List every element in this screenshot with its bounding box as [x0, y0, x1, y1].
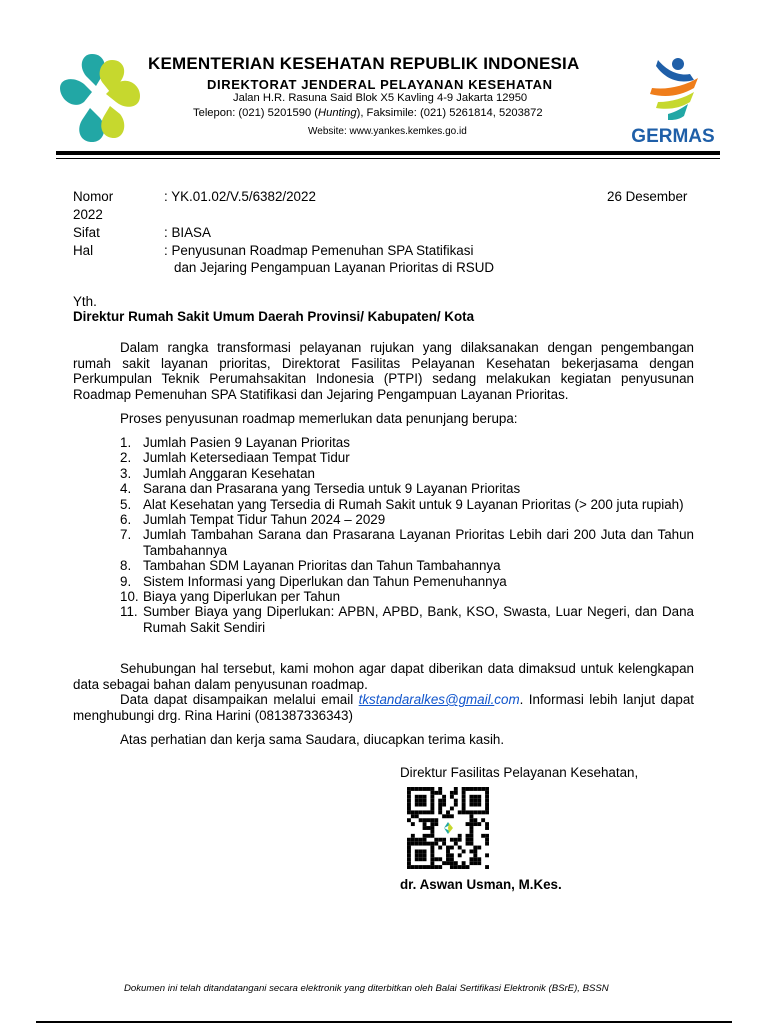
- requirement-number: 3.: [120, 465, 132, 481]
- ministry-name: KEMENTERIAN KESEHATAN REPUBLIK INDONESIA: [148, 54, 580, 73]
- germas-label: GERMAS: [631, 126, 715, 147]
- body-paragraph-3: Sehubungan hal tersebut, kami mohon agar dapat diberikan data dimaksud untuk kelengkapan data sebagai bahan dalam penyusunan roadmap.: [73, 661, 694, 692]
- hal-value-line2: dan Jejaring Pengampuan Layanan Prioritas di RSUD: [174, 260, 495, 275]
- requirement-text: Jumlah Ketersediaan Tempat Tidur: [143, 450, 350, 466]
- requirement-number: 5.: [120, 496, 132, 512]
- recipient-name: Direktur Rumah Sakit Umum Daerah Provinsi/ Kabupaten/ Kota: [73, 309, 475, 324]
- nomor-label: Nomor: [73, 189, 114, 204]
- closing-paragraph: Atas perhatian dan kerja sama Saudara, diucapkan terima kasih.: [120, 732, 505, 747]
- letter-date: 26 Desember: [607, 189, 688, 204]
- letterhead-rule: [56, 151, 720, 155]
- hal-label: Hal: [73, 243, 94, 258]
- requirement-number: 2.: [120, 450, 132, 466]
- requirement-text: Sistem Informasi yang Diperlukan dan Tahun Pemenuhannya: [143, 573, 507, 589]
- nomor-value: : YK.01.02/V.5/6382/2022: [164, 189, 316, 204]
- signatory-name: dr. Aswan Usman, M.Kes.: [400, 877, 562, 892]
- kemenkes-logo: [52, 50, 142, 146]
- requirement-text: Sumber Biaya yang Diperlukan: APBN, APBD, Bank, KSO, Swasta, Luar Negeri, dan Dana Rumah Sakit Sendiri: [143, 604, 694, 635]
- signatory-title: Direktur Fasilitas Pelayanan Kesehatan,: [400, 765, 639, 780]
- body-paragraph-1: Dalam rangka transformasi pelayanan rujukan yang dilaksanakan dengan pengembangan rumah sakit layanan prioritas, Direktorat Fasilitas Pelayanan Kesehatan bekerjasama dengan Perkumpulan Teknik Perumahsakitan Indonesia (PTPI) sedang melakukan kegiatan penyusunan Roadmap Pemenuhan SPA Statifikasi dan Jejaring Pengampuan Layanan Prioritas.: [73, 340, 694, 402]
- requirement-number: 9.: [120, 573, 132, 589]
- requirement-text: Jumlah Pasien 9 Layanan Prioritas: [143, 435, 350, 450]
- requirement-number: 10.: [120, 589, 139, 605]
- requirement-item: [73, 527, 694, 558]
- letterhead-website: Website: www.yankes.kemkes.go.id: [308, 126, 467, 137]
- letterhead-phone: Telepon: (021) 5201590 (Hunting), Faksimile: (021) 5261814, 5203872: [193, 107, 543, 119]
- requirement-number: 8.: [120, 558, 132, 574]
- requirement-text: Jumlah Tambahan Sarana dan Prasarana Layanan Prioritas Lebih dari 200 Juta dan Tahun Tambahannya: [143, 527, 694, 558]
- requirement-number: 4.: [120, 481, 132, 497]
- requirement-item: [73, 558, 694, 573]
- sifat-value: : BIASA: [164, 225, 211, 240]
- requirement-number: 11.: [120, 604, 138, 620]
- requirement-number: 6.: [120, 512, 132, 528]
- recipient-salutation: Yth.: [73, 294, 97, 309]
- requirements-list: [73, 435, 694, 635]
- signature-qr-code: [404, 787, 492, 869]
- requirement-item: [73, 435, 694, 450]
- body-paragraph-2: Proses penyusunan roadmap memerlukan data penunjang berupa:: [120, 411, 518, 426]
- requirement-text: Jumlah Anggaran Kesehatan: [143, 465, 315, 481]
- requirement-text: Alat Kesehatan yang Tersedia di Rumah Sakit untuk 9 Layanan Prioritas (> 200 juta rupiah): [143, 496, 684, 512]
- contact-email-link[interactable]: tkstandaralkes@gmail.: [358, 692, 495, 707]
- body-paragraph-4: Data dapat disampaikan melalui email tkstandaralkes@gmail.com. Informasi lebih lanjut dapat menghubungi drg. Rina Harini (081387336343): [73, 692, 695, 723]
- requirement-item: [73, 589, 694, 604]
- requirement-number: 7.: [120, 527, 132, 543]
- requirement-item: [73, 497, 694, 512]
- requirement-number: 1.: [120, 435, 132, 450]
- directorate-name: DIREKTORAT JENDERAL PELAYANAN KESEHATAN: [207, 77, 553, 92]
- sifat-label: Sifat: [73, 225, 100, 240]
- requirement-item: [73, 604, 694, 635]
- requirement-item: [73, 574, 694, 589]
- germas-logo: [628, 52, 718, 148]
- footer-note: Dokumen ini telah ditandatangani secara elektronik yang diterbitkan oleh Balai Sertifikasi Elektronik (BSrE), BSSN: [124, 983, 609, 994]
- requirement-text: Biaya yang Diperlukan per Tahun: [143, 589, 341, 605]
- requirement-item: [73, 512, 694, 527]
- footer-rule: [36, 1021, 732, 1023]
- requirement-item: [73, 481, 694, 496]
- requirement-text: Sarana dan Prasarana yang Tersedia untuk 9 Layanan Prioritas: [143, 481, 521, 497]
- letterhead-rule-thin: [56, 158, 720, 159]
- letter-date-year: 2022: [73, 207, 103, 222]
- requirement-item: [73, 466, 694, 481]
- requirement-text: Jumlah Tempat Tidur Tahun 2024 – 2029: [143, 512, 386, 528]
- requirement-item: [73, 450, 694, 465]
- letterhead-address: Jalan H.R. Rasuna Said Blok X5 Kavling 4-9 Jakarta 12950: [233, 92, 528, 104]
- hal-value-line1: : Penyusunan Roadmap Pemenuhan SPA Statifikasi: [164, 243, 474, 258]
- letterhead: [0, 0, 768, 180]
- requirement-text: Tambahan SDM Layanan Prioritas dan Tahun Tambahannya: [143, 558, 501, 574]
